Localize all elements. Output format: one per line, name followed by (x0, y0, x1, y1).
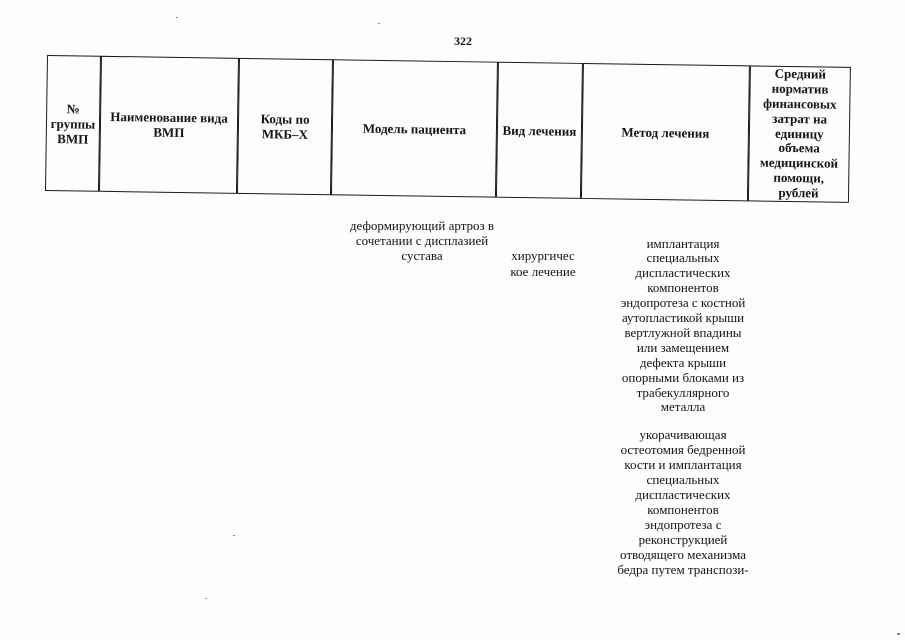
header-cell-text (260, 111, 309, 142)
text-line: или замещением (636, 339, 730, 355)
header-cell-text (110, 109, 228, 141)
header-line: ВМП (153, 124, 185, 141)
text-line: диспластических (635, 486, 731, 502)
header-line: финансовых (762, 95, 837, 112)
header-line: Модель пациента (362, 120, 467, 137)
text-line: опорными блоками из (621, 369, 745, 385)
header-line: рублей (778, 184, 819, 201)
header-line: норматив (771, 80, 829, 97)
header-cell-group-number (45, 55, 101, 192)
header-line: ВМП (57, 130, 89, 147)
header-line: № (66, 100, 80, 116)
header-cell-treatment-type (496, 62, 583, 199)
text-line: вертлужной впадины (624, 324, 742, 340)
scan-speck (897, 633, 900, 635)
text-line: сустава (401, 247, 443, 263)
scan-speck (205, 598, 207, 599)
text-line: остеотомия бедренной (620, 441, 746, 457)
scan-speck (233, 535, 235, 536)
header-cell-treatment-method (581, 63, 750, 201)
header-cell-text (363, 120, 466, 137)
header-cell-patient-model (331, 59, 498, 197)
text-line: реконструкцией (638, 531, 728, 547)
scan-speck (176, 17, 178, 18)
header-line: медицинской (759, 154, 839, 171)
header-line: Средний (774, 66, 827, 82)
text-line: отводящего механизма (619, 546, 746, 562)
header-cell-average-cost-standard (748, 65, 851, 202)
header-line: помощи, (773, 169, 825, 186)
text-line: специальных (646, 471, 720, 487)
header-cell-text (50, 101, 95, 147)
header-line: единицу (774, 125, 824, 142)
header-line: МКБ–Х (261, 126, 309, 142)
text-line: трабекуллярного (636, 384, 730, 400)
header-cell-icd-codes (237, 58, 333, 195)
page-number: 322 (454, 34, 472, 48)
text-line: диспластических (635, 265, 731, 281)
table-header-row (45, 55, 851, 203)
header-cell-text (502, 122, 576, 138)
text-line: дефекта крыши (639, 354, 727, 370)
text-line: аутопластикой крыши (621, 310, 745, 326)
text-line: специальных (646, 250, 720, 266)
header-cell-text (759, 67, 839, 201)
text-line: эндопротеза с костной (620, 295, 746, 311)
text-line: бедра путем транспози- (617, 561, 749, 577)
text-line: кости и имплантация (624, 456, 742, 472)
header-line: объема (778, 140, 820, 156)
header-cell-text (621, 124, 709, 140)
header-line: Метод лечения (621, 124, 710, 141)
text-line: компонентов (647, 501, 719, 517)
header-line: затрат на (772, 110, 828, 127)
text-line: хирургичес (511, 248, 575, 263)
text-line: сочетании с дисплазией (355, 232, 489, 248)
text-line: имплантация (646, 235, 720, 251)
header-cell-vmp-type-name (99, 56, 239, 194)
text-line: укорачивающая (639, 426, 727, 442)
patient-model-text (337, 218, 507, 263)
text-line: кое лечение (510, 264, 576, 279)
treatment-method-2-text (598, 427, 768, 577)
header-line: Коды по (260, 111, 310, 127)
treatment-type-text (498, 248, 588, 280)
header-line: Вид лечения (502, 122, 577, 139)
scan-speck (378, 23, 380, 24)
text-line: компонентов (647, 280, 719, 296)
header-line: группы (50, 115, 96, 132)
text-line: металла (660, 399, 706, 415)
treatment-method-1-text (598, 237, 768, 416)
header-line: Наименование вида (110, 108, 228, 126)
text-line: деформирующий артроз в (349, 217, 495, 233)
text-line: эндопротеза с (644, 516, 722, 532)
